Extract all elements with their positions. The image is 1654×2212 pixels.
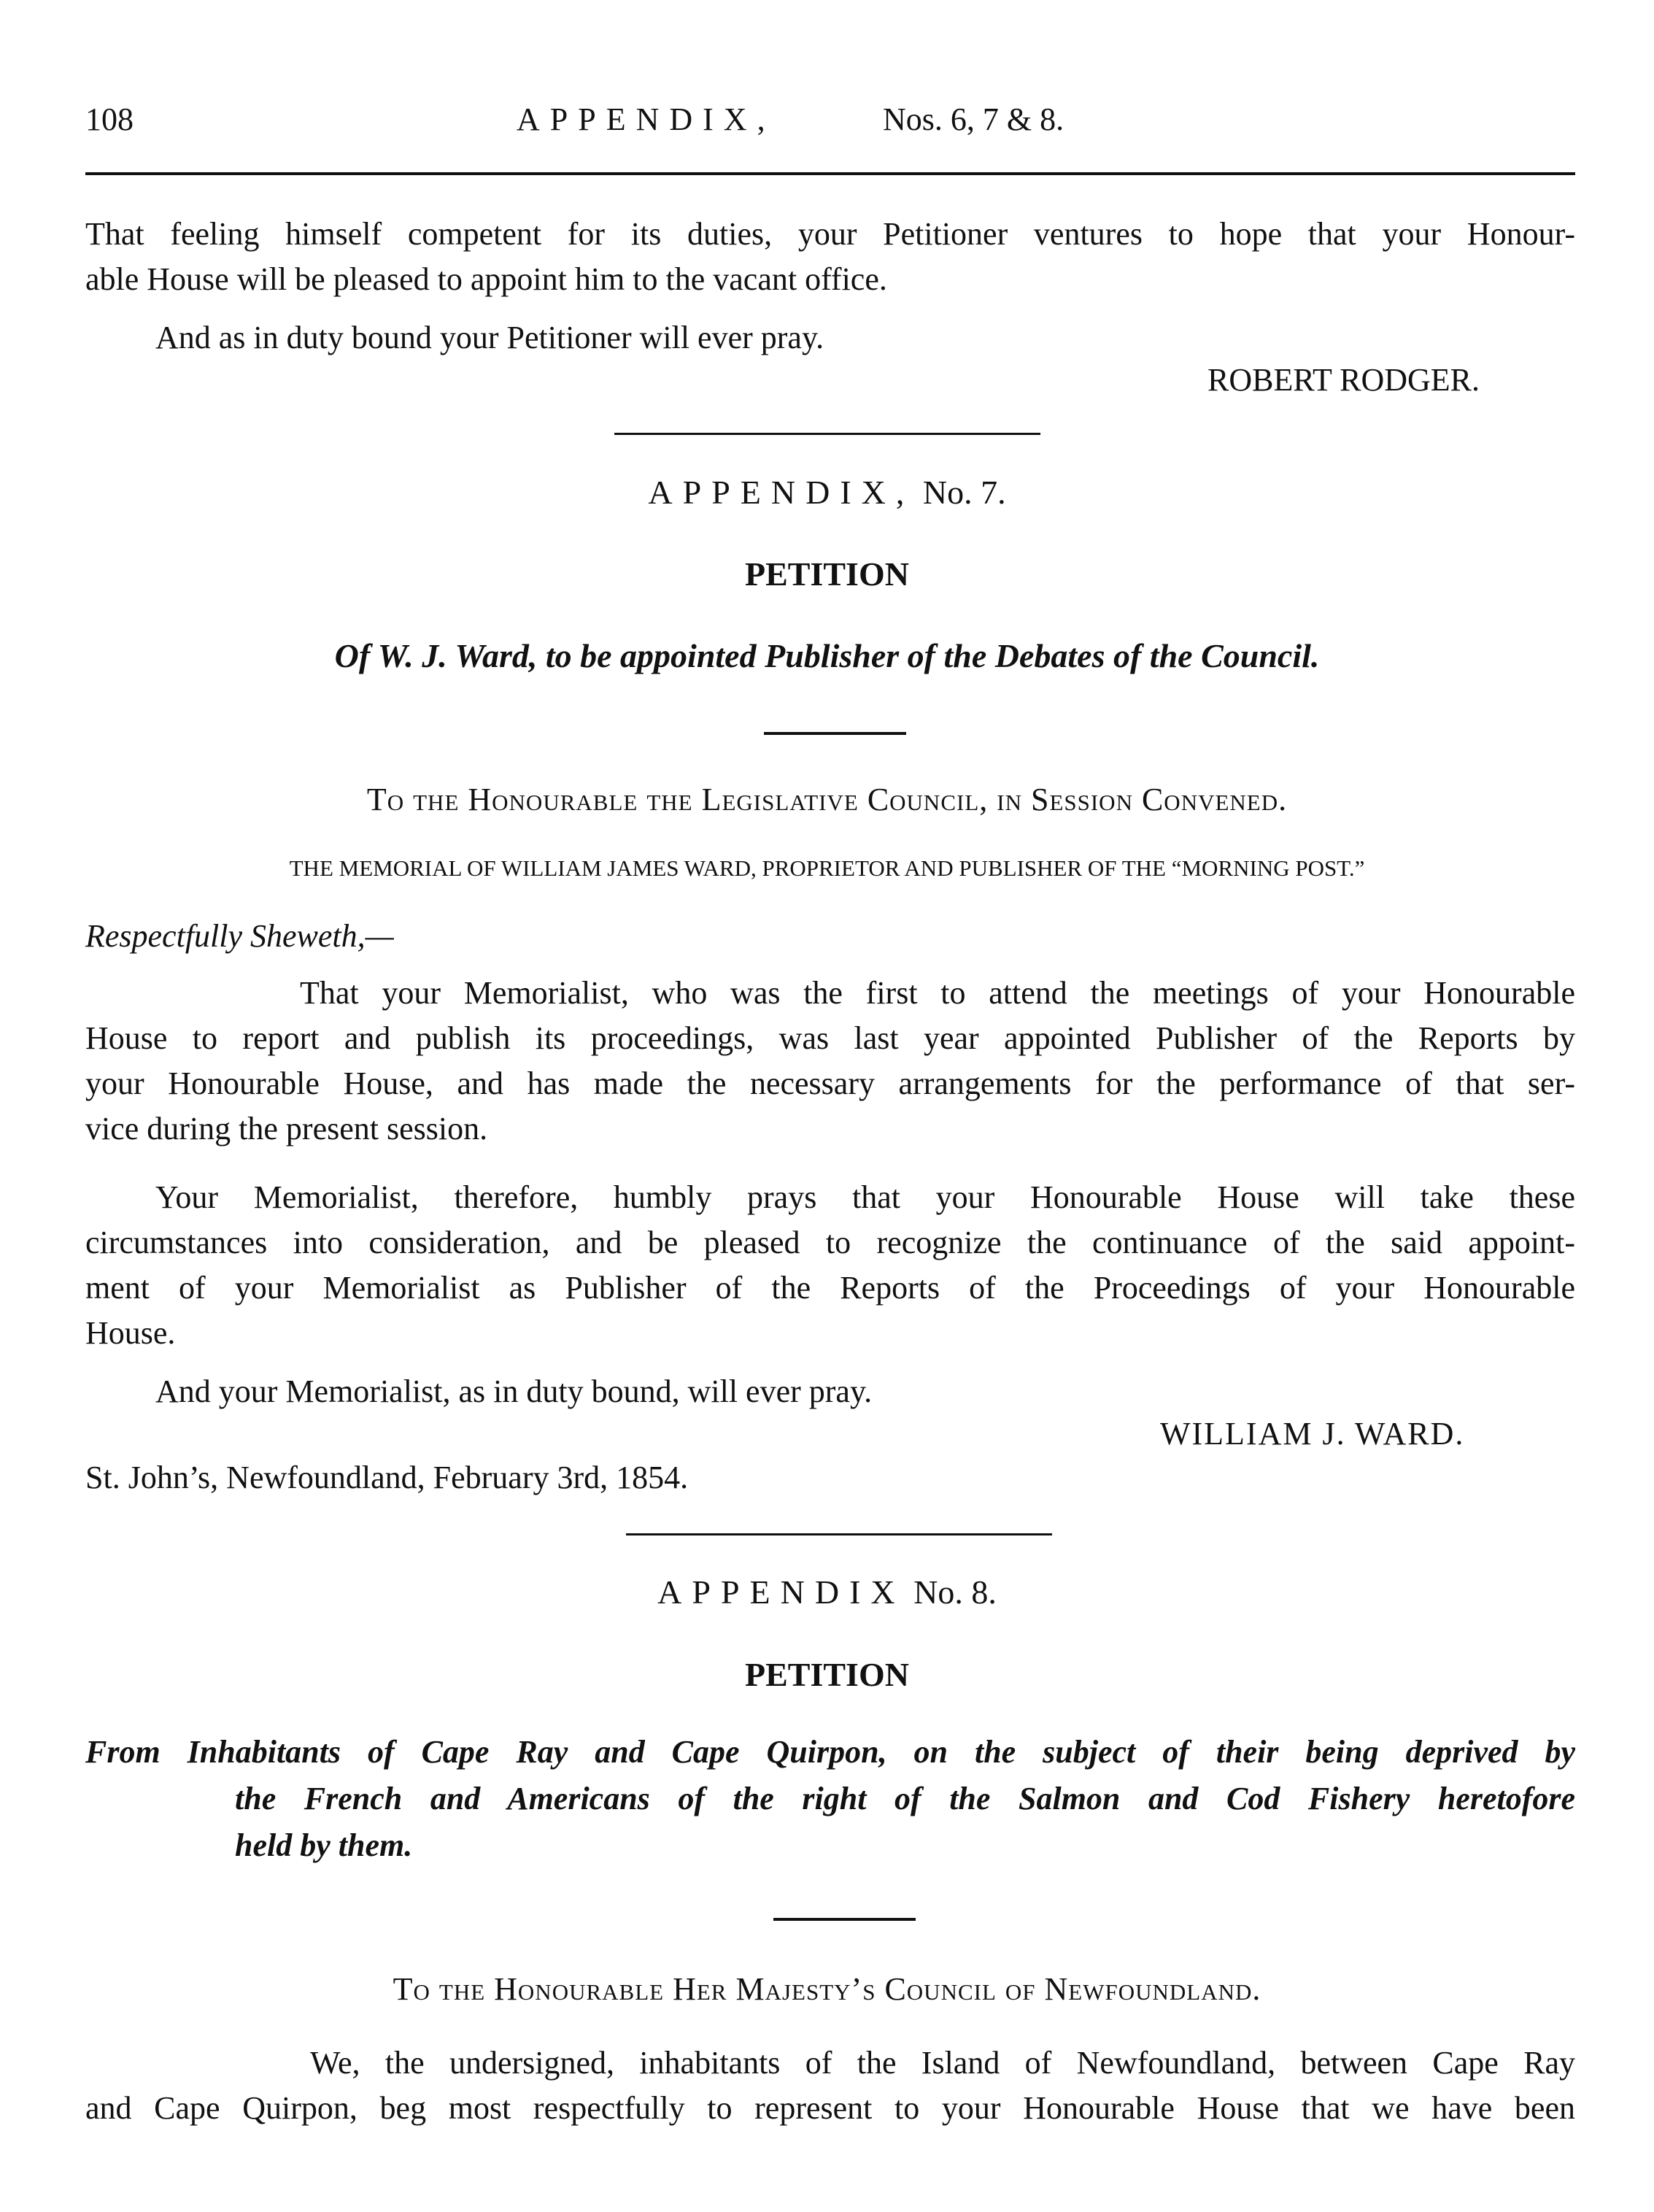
section-rule-2 <box>626 1533 1052 1535</box>
appendix8-para1-line-1: We, the undersigned, inhabitants of the Island of Newfoundland, between Cape Ray <box>310 2045 1575 2081</box>
appendix7-para2-line-2: circumstances into consideration, and be pleased to recognize the continuance of the said appoint- <box>85 1225 1575 1260</box>
rodger-line-1: That feeling himself competent for its duties, your Petitioner ventures to hope that your Honour- <box>85 216 1575 252</box>
appendix7-closing: And your Memorialist, as in duty bound, will ever pray. <box>155 1373 873 1409</box>
appendix8-title: APPENDIX <box>657 1573 905 1611</box>
appendix7-subtitle: Of W. J. Ward, to be appointed Publisher of the Debates of the Council. <box>334 637 1320 674</box>
header-rule <box>85 172 1575 175</box>
running-title: APPENDIX, <box>517 101 776 137</box>
appendix7-para2-line-4: House. <box>85 1315 176 1351</box>
rodger-closing: And as in duty bound your Petitioner will ever pray. <box>155 320 824 355</box>
appendix7-signature: WILLIAM J. WARD. <box>1160 1416 1465 1452</box>
appendix7-number: No. 7. <box>922 474 1006 511</box>
appendix7-para2-line-3: ment of your Memorialist as Publisher of the Reports of the Proceedings of your Honourable <box>85 1270 1575 1306</box>
dateline: St. John’s, Newfoundland, February 3rd, 1854. <box>85 1460 689 1495</box>
rodger-signature: ROBERT RODGER. <box>1207 362 1480 398</box>
appendix8-petition-label: PETITION <box>745 1656 909 1693</box>
appendix8-subtitle-line-2: the French and Americans of the right of the Salmon and Cod Fishery heretofore <box>235 1781 1575 1816</box>
appendix8-subtitle-line-1: From Inhabitants of Cape Ray and Cape Quirpon, on the subject of their being deprived by <box>85 1734 1575 1770</box>
appendix7-heading <box>0 473 1654 512</box>
appendix8-para1-line-2: and Cape Quirpon, beg most respectfully to represent to your Honourable House that we have been <box>85 2090 1575 2126</box>
appendix7-para1-line-2: House to report and publish its proceedings, was last year appointed Publisher of the Reports by <box>85 1020 1575 1056</box>
running-numbers: Nos. 6, 7 & 8. <box>883 101 1064 137</box>
short-rule-2 <box>773 1918 916 1921</box>
appendix8-number: No. 8. <box>913 1573 997 1611</box>
salutation: Respectfully Sheweth,— <box>85 918 394 954</box>
appendix7-title: APPENDIX, <box>648 474 915 511</box>
appendix8-address: To the Honourable Her Majesty’s Council of Newfoundland. <box>393 1971 1261 2007</box>
page-number: 108 <box>85 101 134 137</box>
memorial-title: THE MEMORIAL OF WILLIAM JAMES WARD, PROPRIETOR AND PUBLISHER OF THE “MORNING POST.” <box>289 855 1365 881</box>
appendix7-para1-line-3: your Honourable House, and has made the necessary arrangements for the performance of that ser- <box>85 1065 1575 1101</box>
appendix7-address: To the Honourable the Legislative Council, in Session Convened. <box>366 782 1288 817</box>
appendix8-subtitle-line-3: held by them. <box>235 1827 413 1863</box>
appendix8-heading <box>0 1573 1654 1611</box>
short-rule <box>764 732 906 735</box>
appendix7-para2-line-1: Your Memorialist, therefore, humbly prays that your Honourable House will take these <box>155 1179 1575 1215</box>
appendix7-petition-label: PETITION <box>745 555 909 593</box>
appendix7-para1-line-4: vice during the present session. <box>85 1111 488 1147</box>
rodger-line-2: able House will be pleased to appoint him to the vacant office. <box>85 261 887 297</box>
section-rule <box>614 433 1040 435</box>
appendix7-para1-line-1: That your Memorialist, who was the first to attend the meetings of your Honourable <box>300 975 1575 1011</box>
